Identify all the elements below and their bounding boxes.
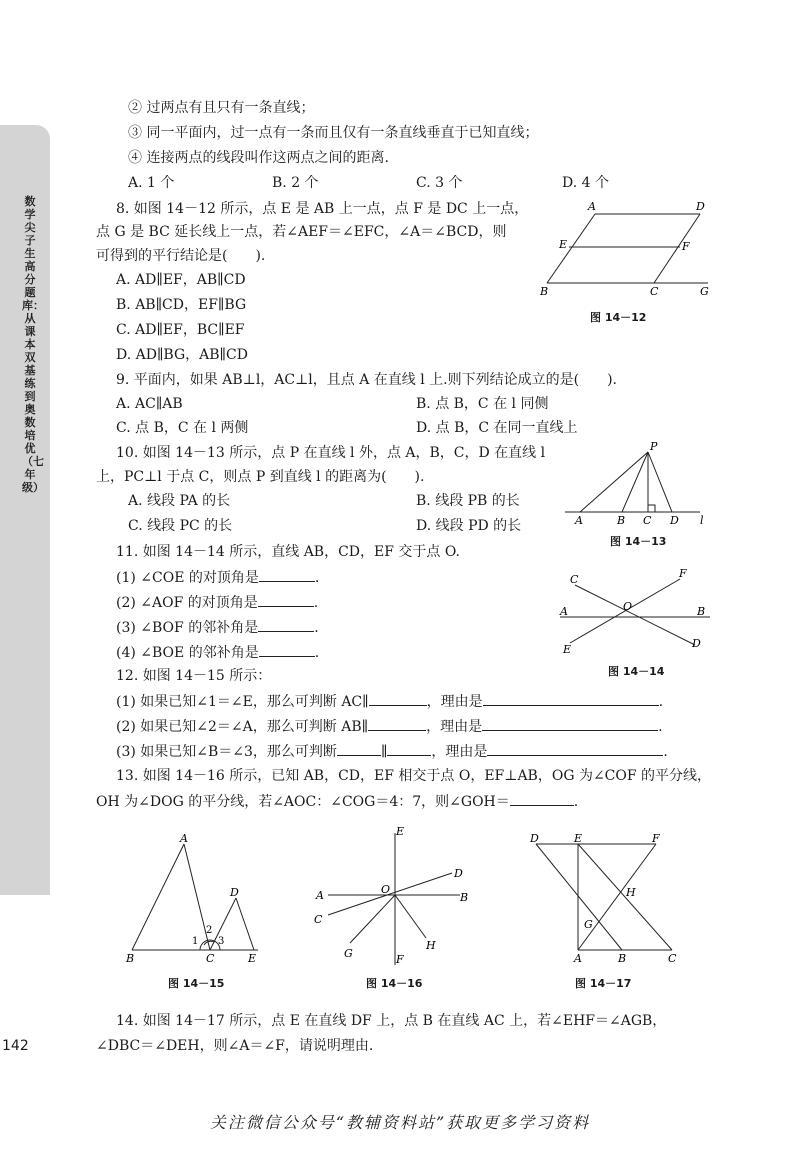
fig1412-label-a: A: [588, 200, 596, 213]
q7-statement-4: ④ 连接两点的线段叫作这两点之间的距离.: [128, 150, 389, 166]
fig1415-label-a: A: [180, 832, 188, 845]
fig1413-label-c: C: [643, 514, 652, 527]
q12-row-1: (1) 如果已知∠1＝∠E，那么可判断 AC∥ ，理由是 .: [116, 691, 663, 712]
fig1415-label-3: 3: [218, 936, 225, 947]
q14-line-2: ∠DBC＝∠DEH，则∠A＝∠F，请说明理由.: [96, 1038, 374, 1054]
fig1417-caption: 图 14－17: [575, 977, 632, 990]
fig1412-label-e: E: [559, 238, 568, 251]
fig1416-label-c: C: [314, 913, 323, 926]
q12-row-3: (3) 如果已知∠B＝∠3，那么可判断 ∥ ，理由是 .: [116, 741, 668, 762]
fig1416-label-e: E: [396, 825, 405, 838]
q13-line-2: OH 为∠DOG 的平分线，若∠AOC：∠COG＝4：7，则∠GOH＝ .: [96, 791, 578, 812]
fig1413-caption: 图 14－13: [610, 535, 667, 548]
fig1415-label-e: E: [248, 952, 257, 965]
q8-option-d: D. AD∥BG，AB∥CD: [116, 347, 248, 363]
q7-statement-3: ③ 同一平面内，过一点有一条而且仅有一条直线垂直于已知直线；: [128, 125, 539, 141]
q8-line-2: 点 G 是 BC 延长线上一点，若∠AEF＝∠EFC，∠A＝∠BCD，则: [96, 224, 507, 240]
fig1416-label-d: D: [454, 867, 463, 880]
fig1415-label-1: 1: [192, 936, 199, 947]
fig1417-label-g: G: [584, 918, 593, 931]
q8-option-b: B. AB∥CD，EF∥BG: [116, 297, 247, 313]
fig1415-label-c: C: [206, 952, 215, 965]
q12-line-1: 12. 如图 14－15 所示：: [116, 668, 272, 684]
fig1415-label-b: B: [126, 952, 135, 965]
fig1412-caption: 图 14－12: [590, 311, 647, 324]
q11-item-3: (3) ∠BOF 的邻补角是 .: [116, 617, 319, 638]
q9-option-a: A. AC∥AB: [116, 396, 183, 412]
fig1416-caption: 图 14－16: [366, 977, 423, 990]
page-number: 142: [2, 1038, 29, 1054]
fig1414-caption: 图 14－14: [608, 665, 665, 678]
q7-statement-2: ② 过两点有且只有一条直线；: [128, 100, 315, 116]
fig1414-label-f: F: [679, 567, 687, 580]
q10-option-b: B. 线段 PB 的长: [416, 493, 520, 509]
figure-14-13: [560, 440, 720, 530]
q10-option-d: D. 线段 PD 的长: [416, 518, 522, 534]
q9-option-d: D. 点 B，C 在同一直线上: [416, 420, 578, 436]
q8-line-3: 可得到的平行结论是( ).: [96, 248, 266, 264]
book-title: 数学尖子生高分题库：从课本双基练到奥数培优（七年级）: [22, 195, 44, 494]
fig1414-label-a: A: [560, 605, 568, 618]
q9-option-c: C. 点 B，C 在 l 两侧: [116, 420, 249, 436]
q7-option-b: B. 2 个: [272, 175, 319, 191]
fig1413-label-l: l: [700, 514, 704, 527]
fig1416-label-g: G: [344, 947, 353, 960]
footer-note: 关注微信公众号“教辅资料站”获取更多学习资料: [209, 1113, 591, 1132]
fig1413-label-b: B: [617, 514, 626, 527]
fig1415-caption: 图 14－15: [168, 977, 225, 990]
q11-item-2: (2) ∠AOF 的对顶角是 .: [116, 592, 318, 613]
q7-option-c: C. 3 个: [416, 175, 463, 191]
q14-line-1: 14. 如图 14－17 所示，点 E 在直线 DF 上，点 B 在直线 AC 上，若∠EHF＝∠AGB，: [116, 1013, 667, 1029]
fig1415-label-d: D: [230, 886, 239, 899]
fig1417-label-f: F: [652, 832, 660, 845]
fig1417-label-e: E: [574, 832, 583, 845]
fig1413-label-p: P: [650, 440, 658, 453]
q8-option-c: C. AD∥EF，BC∥EF: [116, 322, 245, 338]
q10-option-a: A. 线段 PA 的长: [128, 493, 231, 509]
fig1417-label-h: H: [626, 886, 636, 899]
fig1417-label-c: C: [668, 952, 677, 965]
q12-row-2: (2) 如果已知∠2＝∠A，那么可判断 AB∥ ，理由是 .: [116, 716, 663, 737]
figure-14-14: [555, 565, 715, 660]
q7-option-a: A. 1 个: [128, 175, 175, 191]
fig1417-label-a: A: [574, 952, 582, 965]
fig1413-label-a: A: [575, 514, 583, 527]
q10-line-2: 上，PC⊥l 于点 C，则点 P 到直线 l 的距离为( ).: [96, 469, 425, 485]
fig1416-label-a: A: [316, 889, 324, 902]
q8-option-a: A. AD∥EF，AB∥CD: [116, 272, 246, 288]
fig1414-label-o: O: [623, 600, 633, 613]
figure-14-12: [530, 198, 720, 303]
figure-14-17: [522, 832, 692, 967]
q9-option-b: B. 点 B，C 在 l 同侧: [416, 396, 549, 412]
fig1414-label-c: C: [570, 573, 579, 586]
fig1416-label-b: B: [460, 891, 469, 904]
fig1414-label-b: B: [697, 605, 706, 618]
fig1417-label-b: B: [618, 952, 627, 965]
q11-line-1: 11. 如图 14－14 所示，直线 AB，CD，EF 交于点 O.: [116, 544, 460, 560]
fig1412-label-f: F: [682, 240, 690, 253]
fig1416-label-f: F: [396, 953, 404, 966]
fig1414-label-d: D: [692, 637, 701, 650]
fig1413-label-d: D: [670, 514, 679, 527]
fig1412-label-d: D: [696, 200, 705, 213]
fig1414-label-e: E: [563, 643, 572, 656]
figure-14-16: [310, 825, 480, 970]
q9-line-1: 9. 平面内，如果 AB⊥l，AC⊥l，且点 A 在直线 l 上.则下列结论成立的是( ).: [116, 372, 617, 388]
q8-line-1: 8. 如图 14－12 所示，点 E 是 AB 上一点，点 F 是 DC 上一点，: [116, 201, 529, 217]
q11-item-4: (4) ∠BOE 的邻补角是 .: [116, 642, 319, 663]
fig1416-label-h: H: [426, 939, 436, 952]
q7-option-d: D. 4 个: [562, 175, 609, 191]
fig1412-label-c: C: [650, 285, 659, 298]
fig1412-label-g: G: [700, 285, 709, 298]
figure-14-15: [120, 832, 270, 967]
fig1412-label-b: B: [540, 285, 549, 298]
q10-option-c: C. 线段 PC 的长: [128, 518, 233, 534]
q13-line-1: 13. 如图 14－16 所示，已知 AB，CD，EF 相交于点 O，EF⊥AB，OG 为∠COF 的平分线，: [116, 768, 712, 784]
fig1416-label-o: O: [381, 883, 391, 896]
fig1417-label-d: D: [530, 832, 539, 845]
q10-line-1: 10. 如图 14－13 所示，点 P 在直线 l 外，点 A，B，C，D 在直线 l: [116, 445, 546, 461]
fig1415-label-2: 2: [206, 925, 213, 936]
q11-item-1: (1) ∠COE 的对顶角是 .: [116, 567, 319, 588]
